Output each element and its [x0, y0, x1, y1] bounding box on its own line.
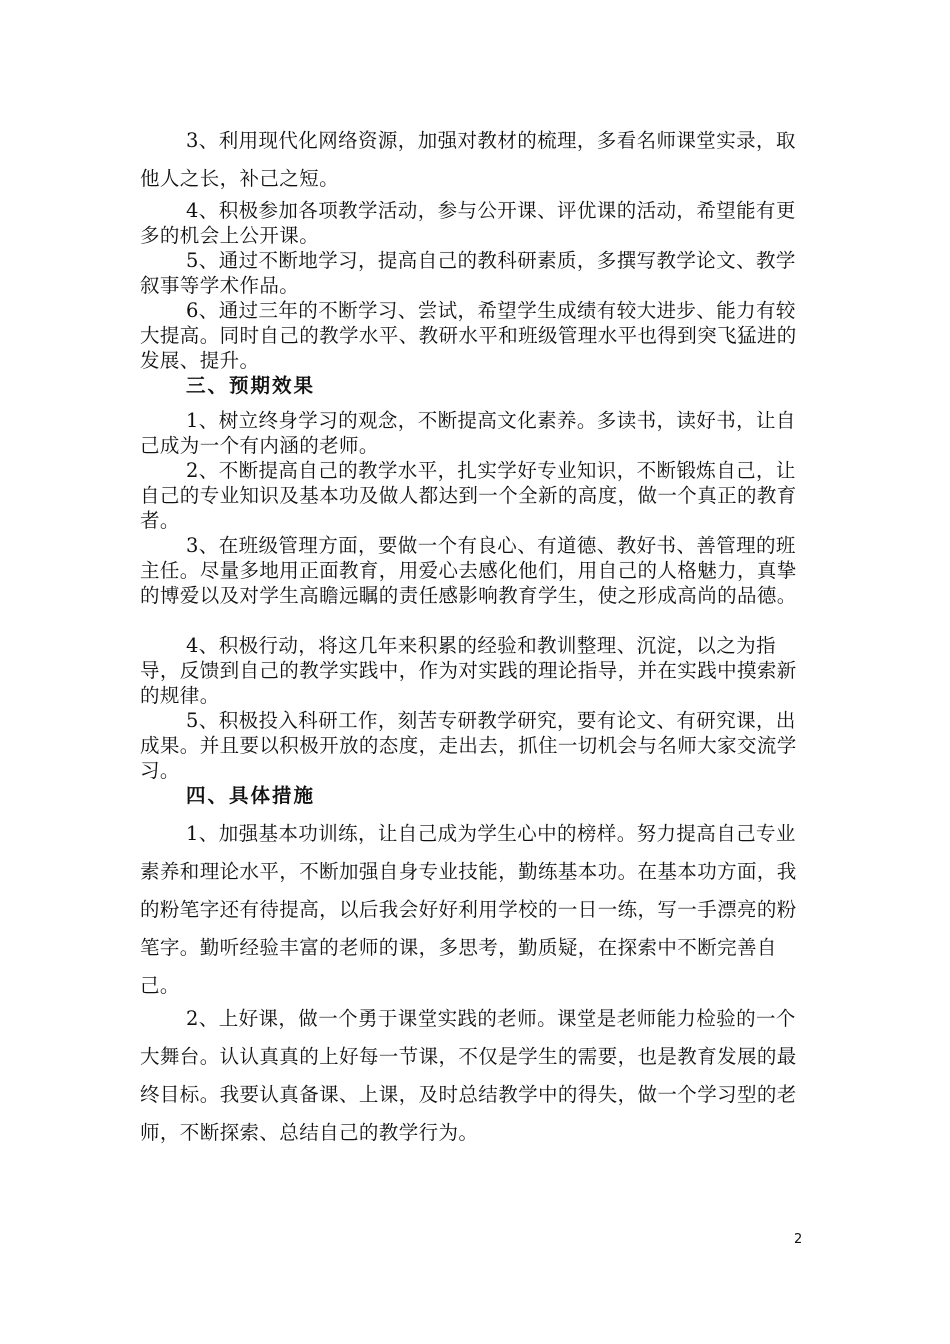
paragraph-text: 2、上好课，做一个勇于课堂实践的老师。课堂是老师能力检验的一个大舞台。认认真真的上好每一节课，不仅是学生的需要，也是教育发展的最终目标。我要认真备课、上课，及时总结教学中的得失，做一个学习型的老师，不断探索、总结自己的教学行为。 [140, 1007, 797, 1144]
paragraph-2-5 [140, 248, 810, 298]
paragraph-text: 6、通过三年的不断学习、尝试，希望学生成绩有较大进步、能力有较大提高。同时自己的教学水平、教研水平和班级管理水平也得到突飞猛进的发展、提升。 [140, 299, 797, 372]
page-number: 2 [794, 1232, 803, 1247]
paragraph-3-4 [140, 633, 810, 708]
section-heading-4: 四、具体措施 [186, 784, 316, 807]
paragraph-4-1 [140, 815, 810, 1005]
paragraph-text: 3、在班级管理方面，要做一个有良心、有道德、教好书、善管理的班主任。尽量多地用正面教育，用爱心去感化他们，用自己的人格魅力，真挚的博爱以及对学生高瞻远瞩的责任感影响教育学生，使之形成高尚的品德。 [140, 534, 797, 607]
paragraph-text: 4、积极行动，将这几年来积累的经验和教训整理、沉淀，以之为指导，反馈到自己的教学实践中，作为对实践的理论指导，并在实践中摸索新的规律。 [140, 634, 797, 707]
paragraph-text: 1、加强基本功训练，让自己成为学生心中的榜样。努力提高自己专业素养和理论水平，不断加强自身专业技能，勤练基本功。在基本功方面，我的粉笔字还有待提高，以后我会好好利用学校的一日一练，写一手漂亮的粉笔字。勤听经验丰富的老师的课，多思考，勤质疑，在探索中不断完善自己。 [140, 822, 797, 997]
paragraph-text: 4、积极参加各项教学活动，参与公开课、评优课的活动，希望能有更多的机会上公开课。 [140, 199, 796, 247]
paragraph-text: 3、利用现代化网络资源，加强对教材的梳理，多看名师课堂实录，取他人之长，补己之短。 [140, 129, 796, 190]
paragraph-3-1 [140, 408, 810, 458]
section-heading-3: 三、预期效果 [186, 374, 316, 397]
paragraph-3-5 [140, 708, 810, 783]
paragraph-4-2 [140, 1000, 810, 1152]
paragraph-3-3 [140, 533, 810, 608]
paragraph-2-3 [140, 122, 810, 198]
paragraph-text: 1、树立终身学习的观念，不断提高文化素养。多读书，读好书，让自己成为一个有内涵的老师。 [140, 409, 796, 457]
paragraph-2-4 [140, 198, 810, 248]
paragraph-text: 2、不断提高自己的教学水平，扎实学好专业知识，不断锻炼自己，让自己的专业知识及基本功及做人都达到一个全新的高度，做一个真正的教育者。 [140, 459, 797, 532]
paragraph-3-2 [140, 458, 810, 533]
paragraph-2-6 [140, 298, 810, 373]
paragraph-text: 5、通过不断地学习，提高自己的教科研素质，多撰写教学论文、教学叙事等学术作品。 [140, 249, 796, 297]
paragraph-text: 5、积极投入科研工作，刻苦专研教学研究，要有论文、有研究课，出成果。并且要以积极开放的态度，走出去，抓住一切机会与名师大家交流学习。 [140, 709, 797, 782]
